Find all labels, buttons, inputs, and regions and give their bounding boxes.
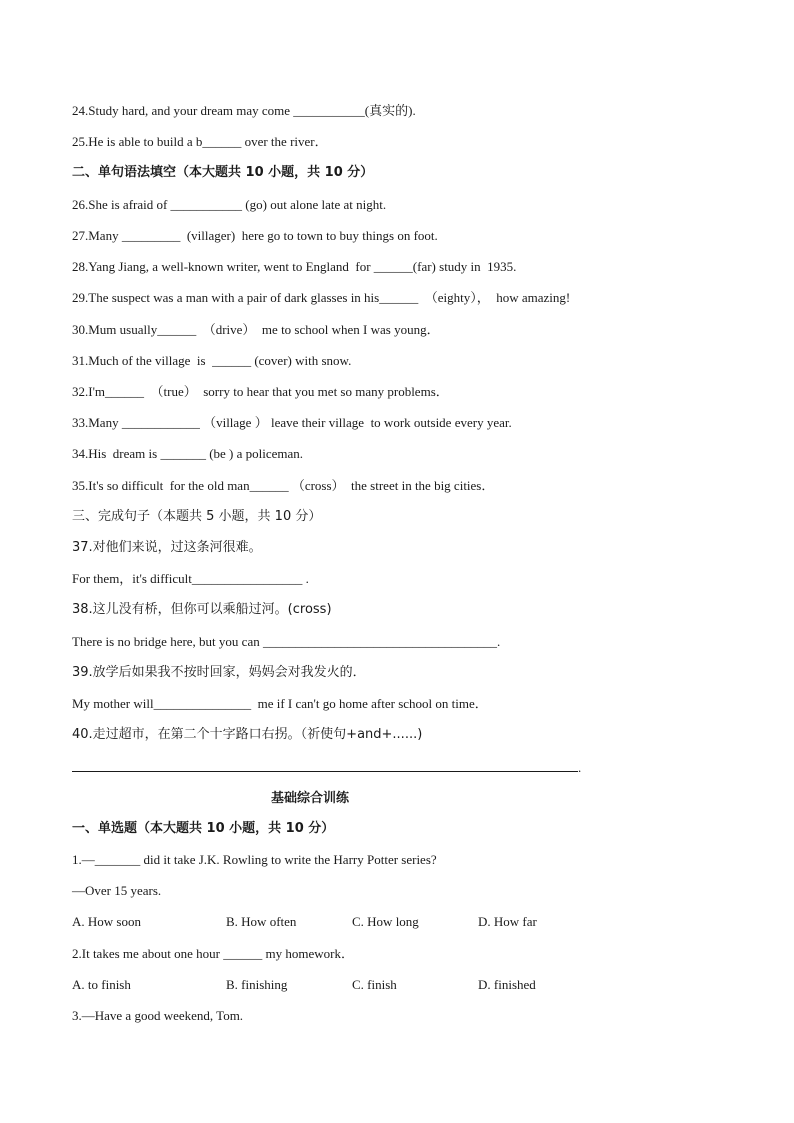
question-38-english: There is no bridge here, but you can ____________________________________. [72, 634, 501, 649]
question-24: 24.Study hard, and your dream may come ___________(真实的). [72, 103, 416, 118]
question-39-english: My mother will_______________ me if I can't go home after school on time． [72, 696, 488, 711]
answer-blank-40-period: . [578, 760, 582, 775]
question-33: 33.Many ____________ （village ） leave their village to work outside every year. [72, 415, 512, 430]
question-37: 37.对他们来说，过这条河很难。 [72, 540, 262, 555]
option-a: A. to finish [72, 977, 131, 992]
question-39: 39.放学后如果我不按时回家，妈妈会对我发火的． [72, 665, 366, 680]
mc-question-1-response: —Over 15 years. [72, 883, 162, 898]
question-27: 27.Many _________ (villager) here go to town to buy things on foot. [72, 228, 438, 243]
question-38: 38.这儿没有桥，但你可以乘船过河。(cross) [72, 602, 332, 617]
section-a-heading: 一、单选题（本大题共 10 小题，共 10 分） [72, 821, 335, 836]
question-31: 31.Much of the village is ______ (cover) with snow. [72, 353, 352, 368]
question-32: 32.I'm______ （true） sorry to hear that you met so many problems． [72, 384, 449, 399]
option-c: C. How long [352, 914, 419, 929]
question-35: 35.It's so difficult for the old man______ （cross） the street in the big cities． [72, 478, 495, 493]
section-2-heading: 二、单句语法填空（本大题共 10 小题，共 10 分） [72, 165, 374, 180]
option-c: C. finish [352, 977, 397, 992]
section-title: 基础综合训练 [270, 791, 349, 806]
answer-blank-40 [72, 771, 578, 772]
option-d: D. finished [478, 977, 536, 992]
question-29: 29.The suspect was a man with a pair of dark glasses in his______ （eighty）， how amazing! [72, 290, 571, 305]
option-b: B. How often [226, 914, 297, 929]
question-25: 25.He is able to build a b______ over the river． [72, 134, 328, 149]
question-34: 34.His dream is _______ (be ) a policeman. [72, 446, 304, 461]
question-40: 40.走过超市，在第二个十字路口右拐。（祈使句+and+......) [72, 727, 423, 742]
option-b: B. finishing [226, 977, 288, 992]
question-37-english: For them，it's difficult_________________ . [72, 571, 309, 586]
mc-question-3: 3.—Have a good weekend, Tom. [72, 1008, 244, 1023]
mc-question-2: 2.It takes me about one hour ______ my homework． [72, 946, 354, 961]
mc-question-1: 1.—_______ did it take J.K. Rowling to write the Harry Potter series? [72, 852, 437, 867]
option-d: D. How far [478, 914, 537, 929]
section-3-heading: 三、完成句子（本题共 5 小题，共 10 分） [72, 509, 322, 524]
option-a: A. How soon [72, 914, 141, 929]
question-30: 30.Mum usually______ （drive） me to school when I was young． [72, 322, 440, 337]
question-26: 26.She is afraid of ___________ (go) out alone late at night. [72, 197, 387, 212]
question-28: 28.Yang Jiang, a well-known writer, went to England for ______(far) study in 1935. [72, 259, 517, 274]
